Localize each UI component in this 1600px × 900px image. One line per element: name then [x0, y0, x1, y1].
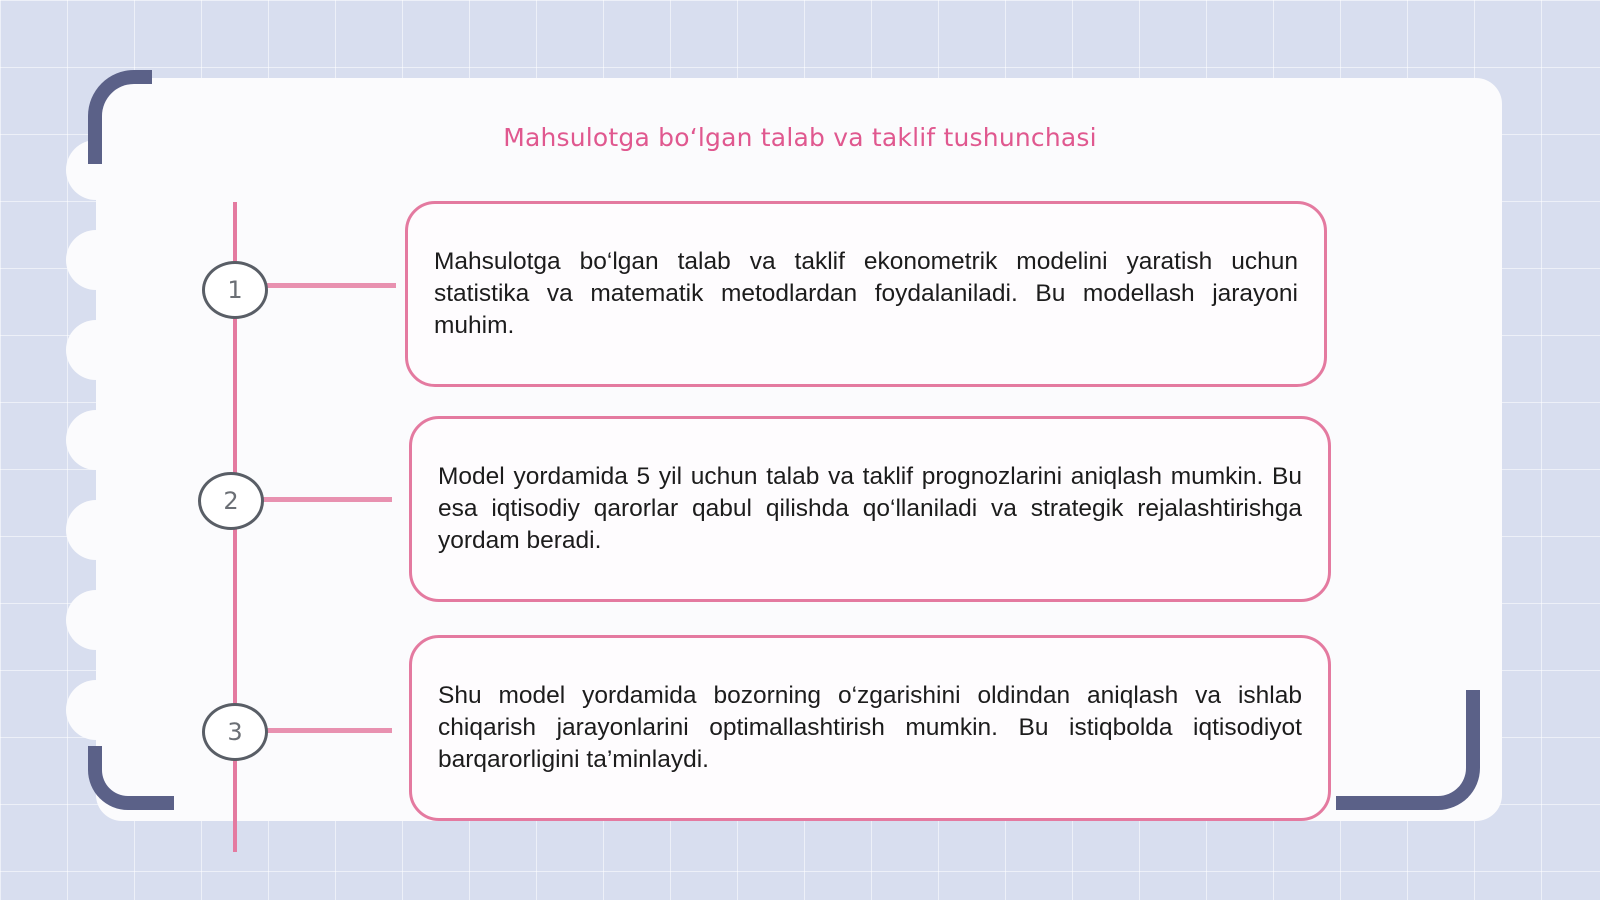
step-number-1: 1: [202, 261, 268, 319]
frame-corner-bottom-right: [1336, 690, 1480, 810]
card-scallop: [66, 500, 126, 560]
step-box-3: [409, 635, 1331, 821]
step-text-3: Shu model yordamida bozorning o‘zgarishini oldindan aniqlash va ishlab chiqarish jarayonlarini optimallashtirish mumkin. Bu istiqbolda iqtisodiyot barqarorligini ta’minlaydi.: [438, 682, 1302, 773]
step-connector: [266, 283, 396, 288]
card-scallop: [66, 320, 126, 380]
slide-title: Mahsulotga boʻlgan talab va taklif tushunchasi: [503, 123, 1097, 152]
step-box-1: [405, 201, 1327, 387]
step-connector: [262, 497, 392, 502]
step-text-1: Mahsulotga bo‘lgan talab va taklif ekonometrik modelini yaratish uchun statistika va matematik metodlardan foydalaniladi. Bu modellash jarayoni muhim.: [434, 248, 1298, 339]
step-number-3: 3: [202, 703, 268, 761]
card-scallop: [66, 230, 126, 290]
step-number-2: 2: [198, 472, 264, 530]
card-scallop: [66, 410, 126, 470]
card-scallop: [66, 680, 126, 740]
step-text-2: Model yordamida 5 yil uchun talab va taklif prognozlarini aniqlash mumkin. Bu esa iqtisodiy qarorlar qabul qilishda qo‘llaniladi va strategik rejalashtirishga yordam beradi.: [438, 463, 1302, 554]
step-box-2: [409, 416, 1331, 602]
step-connector: [266, 728, 392, 733]
card-scallop: [66, 590, 126, 650]
